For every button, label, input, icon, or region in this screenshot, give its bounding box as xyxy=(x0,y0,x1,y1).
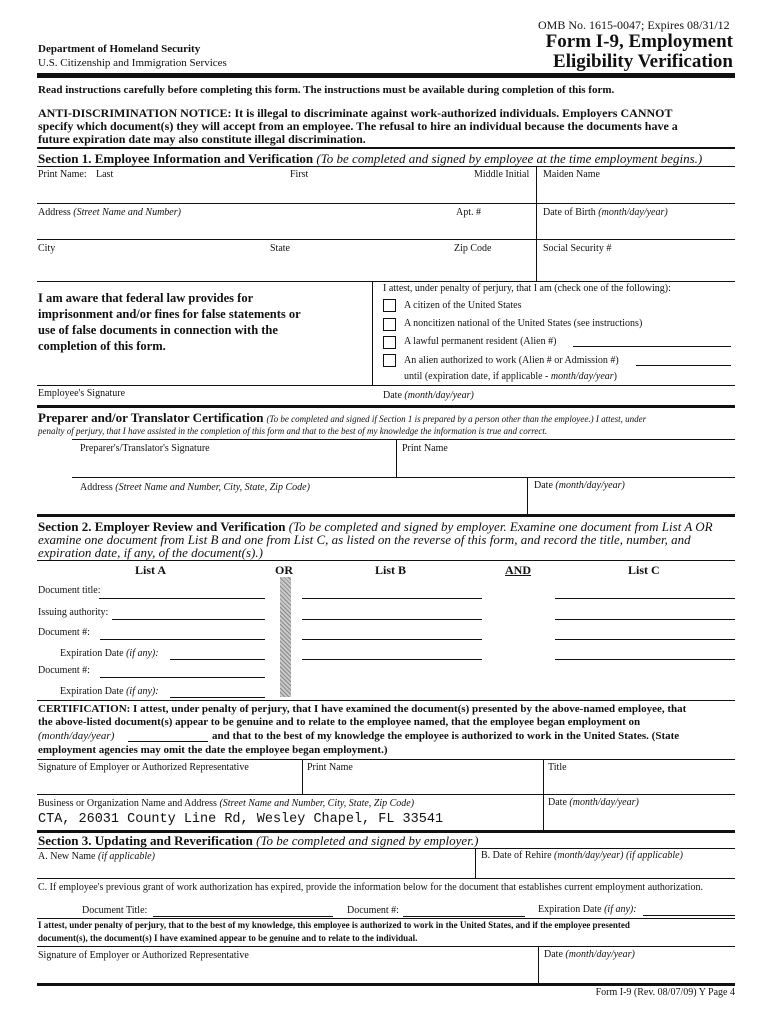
list-c-doc-title-field[interactable] xyxy=(555,598,735,599)
attest-statement: I attest, under penalty of perjury, that I am (check one of the following): xyxy=(383,283,671,294)
citizen-checkbox[interactable] xyxy=(383,299,396,312)
last-name-label: Last xyxy=(96,169,114,180)
federal-law-notice: I am aware that federal law provides for imprisonment and/or fines for false statements or use of false documents in connection with the completion of this form. xyxy=(38,291,301,353)
state-label: State xyxy=(270,243,290,254)
section3-attest-line2: document(s), the document(s) I have examined appear to be genuine and to relate to the individual. xyxy=(38,933,418,943)
section3-heading xyxy=(38,833,478,849)
department-name: Department of Homeland Security xyxy=(38,43,201,55)
section3-signature-label: Signature of Employer or Authorized Representative xyxy=(38,950,249,961)
noncitizen-national-label: A noncitizen national of the United States (see instructions) xyxy=(404,318,643,329)
header-rule xyxy=(37,73,735,78)
form-revision-id: Form I-9 (Rev. 08/07/09) Y Page 4 xyxy=(595,987,735,998)
list-b-doc-title-field[interactable] xyxy=(302,598,482,599)
employee-date-label: Date (month/day/year) xyxy=(383,390,474,401)
alien-authorized-label: An alien authorized to work (Alien # or Admission #) xyxy=(404,355,619,366)
form-title-line1: Form I-9, Employment xyxy=(545,31,733,52)
preparer-signature-label: Preparer's/Translator's Signature xyxy=(80,443,210,454)
issuing-authority-label: Issuing authority: xyxy=(38,607,109,618)
preparer-heading xyxy=(38,410,646,426)
list-a-issuing-field[interactable] xyxy=(112,619,265,620)
alien-authorized-checkbox[interactable] xyxy=(383,354,396,367)
certification-line3: and that to the best of my knowledge the employee is authorized to work in the United States. (State xyxy=(212,730,680,742)
name-field-line[interactable] xyxy=(37,203,735,204)
preparer-title: Preparer and/or Translator Certification xyxy=(38,410,264,425)
form-title-line2: Eligibility Verification xyxy=(553,51,733,72)
citizen-label: A citizen of the United States xyxy=(404,300,522,311)
preparer-address-label: Address (Street Name and Number, City, State, Zip Code) xyxy=(80,482,310,493)
section3-date-label: Date (month/day/year) xyxy=(544,949,635,960)
list-b-doc-number-field[interactable] xyxy=(302,639,482,640)
reverify-expiration-field[interactable] xyxy=(643,915,735,916)
until-expiration-label: until (expiration date, if applicable - month/day/year) xyxy=(404,371,617,382)
preparer-end-rule xyxy=(37,514,735,517)
list-a-expiration-field[interactable] xyxy=(170,659,265,660)
section3-end-rule xyxy=(37,983,735,986)
employer-signature-field[interactable] xyxy=(37,794,735,795)
permanent-resident-label: A lawful permanent resident (Alien #) xyxy=(404,336,557,347)
section3-subtitle: (To be completed and signed by employer.) xyxy=(256,833,479,848)
section1-heading xyxy=(38,151,702,167)
reverify-doc-title-field[interactable] xyxy=(153,916,333,917)
address-field-line[interactable] xyxy=(37,239,735,240)
read-instructions: Read instructions carefully before completing this form. The instructions must be available during completion of this form. xyxy=(38,84,615,96)
admission-number-field[interactable] xyxy=(636,365,731,366)
city-label: City xyxy=(38,243,56,254)
section1-subtitle: (To be completed and signed by employee at the time employment begins.) xyxy=(316,151,703,166)
apt-label: Apt. # xyxy=(456,207,481,218)
new-name-label: A. New Name (if applicable) xyxy=(38,851,155,862)
section3-attest-line1: I attest, under penalty of perjury, that to the best of my knowledge, this employee is authorized to work in the United States, and if the employee presented xyxy=(38,920,630,930)
section3-c-instructions: C. If employee's previous grant of work authorization has expired, provide the information below for the document that establishes current employment authorization. xyxy=(38,882,703,893)
address-label: Address (Street Name and Number) xyxy=(38,207,181,218)
list-a-doc-number-field-2[interactable] xyxy=(100,677,265,678)
alien-number-field[interactable] xyxy=(573,346,731,347)
maiden-name-label: Maiden Name xyxy=(543,169,600,180)
list-c-doc-number-field[interactable] xyxy=(555,639,735,640)
or-separator-bar xyxy=(280,577,291,697)
section1-end-rule xyxy=(37,405,735,408)
certification-date-hint: (month/day/year) xyxy=(38,730,115,742)
agency-name: U.S. Citizenship and Immigration Services xyxy=(38,57,227,69)
preparer-print-name-label: Print Name xyxy=(402,443,448,454)
section2-subtitle-line3: expiration date, if any, of the document(s).) xyxy=(38,545,263,560)
print-name-label: Print Name: xyxy=(38,169,87,180)
rehire-date-label: B. Date of Rehire (month/day/year) (if applicable) xyxy=(481,850,683,861)
reverify-doc-title-label: Document Title: xyxy=(82,905,148,916)
doc-number-label-2: Document #: xyxy=(38,665,90,676)
list-c-expiration-field[interactable] xyxy=(555,659,735,660)
anti-discrimination-line2: specify which document(s) they will accept from an employee. The refusal to hire an individual because the documents have a xyxy=(38,119,678,133)
list-a-doc-title-field[interactable] xyxy=(99,598,265,599)
permanent-resident-checkbox[interactable] xyxy=(383,336,396,349)
section3-title: Section 3. Updating and Reverification xyxy=(38,833,253,848)
list-c-header: List C xyxy=(628,563,660,577)
list-a-header: List A xyxy=(135,563,167,577)
doc-number-label: Document #: xyxy=(38,627,90,638)
intro-rule xyxy=(37,147,735,149)
employer-signature-label: Signature of Employer or Authorized Representative xyxy=(38,762,249,773)
section2-title: Section 2. Employer Review and Verification xyxy=(38,519,286,534)
employer-title-label: Title xyxy=(548,762,567,773)
expiration-date-label-2: Expiration Date (if any): xyxy=(60,686,159,697)
middle-initial-label: Middle Initial xyxy=(474,169,530,180)
section1-title: Section 1. Employee Information and Verification xyxy=(38,151,314,166)
ssn-label: Social Security # xyxy=(543,243,612,254)
zip-label: Zip Code xyxy=(454,243,492,254)
reverify-doc-number-field[interactable] xyxy=(403,916,525,917)
business-address-label: Business or Organization Name and Address (Street Name and Number, City, State, Zip Code) xyxy=(38,798,415,809)
omb-number: OMB No. 1615-0047; Expires 08/31/12 xyxy=(538,18,730,32)
list-b-expiration-field[interactable] xyxy=(302,659,482,660)
section2-subtitle: (To be completed and signed by employer. Examine one document from List A OR xyxy=(288,519,713,534)
preparer-subtitle-line2: penalty of perjury, that I have assisted in the completion of this form and that to the best of my knowledge the information is true and correct. xyxy=(38,426,548,436)
employee-signature-label: Employee's Signature xyxy=(38,388,126,399)
noncitizen-national-checkbox[interactable] xyxy=(383,318,396,331)
doc-title-label: Document title: xyxy=(38,585,101,596)
and-label: AND xyxy=(505,563,531,577)
section2-subtitle-line2: examine one document from List B and one from List C, as listed on the reverse of this form, and record the title, number, and xyxy=(38,532,691,547)
expiration-date-label: Expiration Date (if any): xyxy=(60,648,159,659)
dob-label: Date of Birth (month/day/year) xyxy=(543,207,668,218)
preparer-subtitle: (To be completed and signed if Section 1 is prepared by a person other than the employee.) I attest, under xyxy=(266,414,647,424)
business-address-value[interactable]: CTA, 26031 County Line Rd, Wesley Chapel, FL 33541 xyxy=(38,812,444,827)
list-a-doc-number-field[interactable] xyxy=(100,639,265,640)
certification-line2: the above-listed document(s) appear to be genuine and to relate to the employee named, that the employee began employment on xyxy=(38,716,641,728)
new-name-field[interactable] xyxy=(37,878,735,879)
certification-line4: employment agencies may omit the date the employee began employment.) xyxy=(38,744,388,756)
list-a-expiration-field-2[interactable] xyxy=(170,697,265,698)
employment-begin-date-field[interactable] xyxy=(128,741,208,742)
city-field-line[interactable] xyxy=(37,281,735,282)
reverify-doc-number-label: Document #: xyxy=(347,905,399,916)
or-label: OR xyxy=(275,563,293,577)
anti-discrimination-line3: future expiration date may also constitute illegal discrimination. xyxy=(38,132,366,146)
list-b-issuing-field[interactable] xyxy=(302,619,482,620)
preparer-signature-field[interactable] xyxy=(72,477,735,478)
first-name-label: First xyxy=(290,169,309,180)
employer-print-name-label: Print Name xyxy=(307,762,353,773)
anti-discrimination-line1: ANTI-DISCRIMINATION NOTICE: It is illegal to discriminate against work-authorized individuals. Employers CANNOT xyxy=(38,106,673,120)
reverify-expiration-label: Expiration Date (if any): xyxy=(538,904,637,915)
list-b-header: List B xyxy=(375,563,407,577)
employer-date-label: Date (month/day/year) xyxy=(548,797,639,808)
list-c-issuing-field[interactable] xyxy=(555,619,735,620)
certification-line1: CERTIFICATION: I attest, under penalty of perjury, that I have examined the document(s) presented by the above-named employee, that xyxy=(38,703,687,715)
preparer-date-label: Date (month/day/year) xyxy=(534,480,625,491)
